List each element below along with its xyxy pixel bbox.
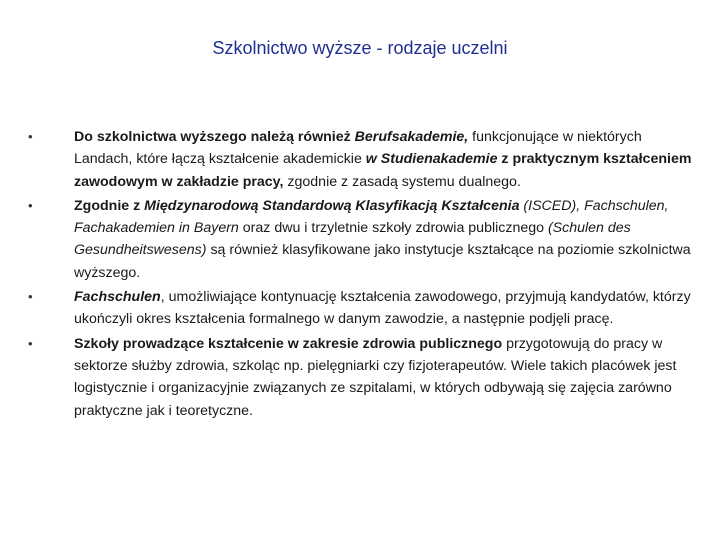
bullet-text-run: Zgodnie z bbox=[74, 197, 145, 214]
bullet-text-run: funkcjonujące w niektórych Landach, które łączą kształcenie akademickie bbox=[74, 129, 642, 168]
bullet-dot-icon: • bbox=[28, 129, 33, 144]
bullet-text-run: (Schulen des Gesundheitswesens) bbox=[74, 220, 631, 259]
bullet-text-run: Szkoły prowadzące kształcenie w zakresie zdrowia publicznego bbox=[74, 335, 503, 352]
bullet-text-run: oraz dwu i trzyletnie szkoły zdrowia publicznego bbox=[242, 220, 548, 237]
bullet-text-run: , umożliwiające kontynuację kształcenia zawodowego, przyjmują kandydatów, którzy ukończyli okres kształcenia formalnego w danym zawodzie, a następnie podjęli pracę. bbox=[74, 289, 691, 328]
bullet-dot-icon: • bbox=[28, 335, 33, 351]
bullet-item bbox=[28, 286, 693, 331]
bullet-dot-icon: • bbox=[28, 197, 33, 213]
bullet-text-run: (ISCED), Fachschulen, Fachakademien in Bayern bbox=[74, 197, 669, 237]
bullet-item bbox=[28, 126, 693, 193]
bullet-text-run: Fachschulen bbox=[74, 289, 161, 306]
bullet-text-run: Do szkolnictwa wyższego należą również bbox=[74, 129, 355, 145]
bullet-dot-icon: • bbox=[28, 289, 33, 305]
bullet-text-run: są również klasyfikowane jako instytucje kształcące na poziomie szkolnictwa wyższego. bbox=[74, 242, 691, 281]
bullet-item bbox=[28, 195, 693, 284]
bullet-text-run: przygotowują do pracy w sektorze służby zdrowia, szkoląc np. pielęgniarki czy fizjoterapeutów. Wiele takich placówek jest logistycznie i organizacyjnie związanych ze szpitalami, w których odbywają się zajęcia zarówno praktyczne jak i teoretyczne. bbox=[74, 335, 677, 419]
bullet-text-run: Berufsakademie, bbox=[354, 129, 473, 145]
bullet-text-run: Międzynarodową Standardową Klasyfikacją Kształcenia bbox=[144, 197, 524, 214]
bullet-list bbox=[28, 126, 693, 424]
bullet-item bbox=[28, 333, 693, 422]
slide-title: Szkolnictwo wyższe - rodzaje uczelni bbox=[212, 38, 508, 58]
bullet-text-run: zgodnie z zasadą systemu dualnego. bbox=[287, 173, 521, 190]
bullet-text-run: z praktycznym kształceniem zawodowym w zakładzie pracy, bbox=[74, 151, 692, 190]
bullet-text-run: w Studienakademie bbox=[365, 151, 498, 168]
